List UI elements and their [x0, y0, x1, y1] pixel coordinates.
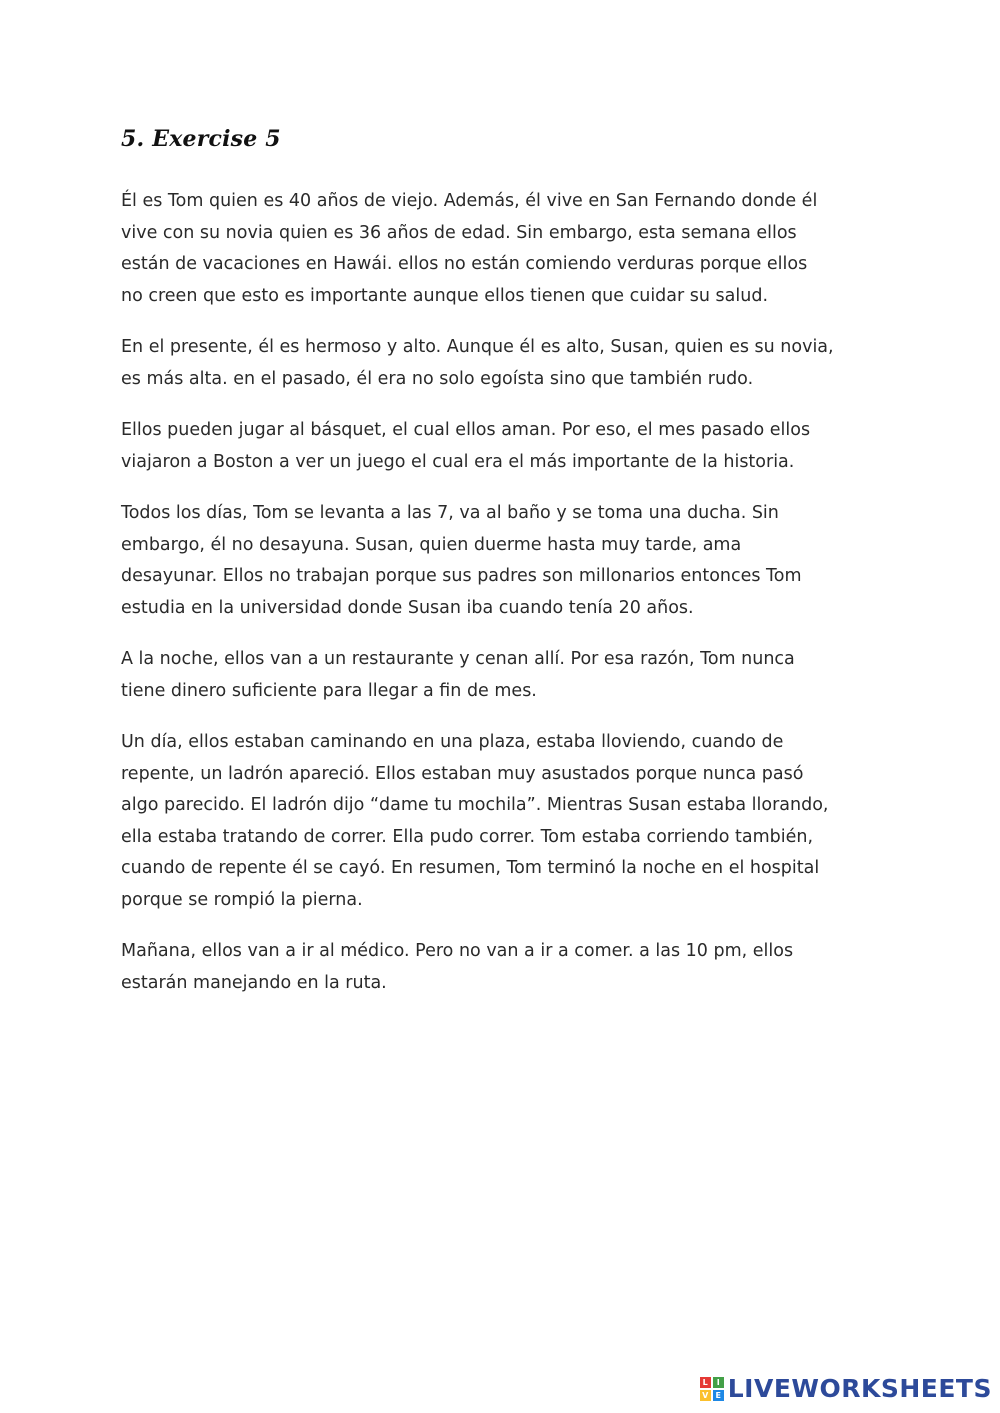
logo-icon	[700, 1377, 724, 1401]
paragraph: Todos los días, Tom se levanta a las 7, va al baño y se toma una ducha. Sin embargo, él no desayuna. Susan, quien duerme hasta muy tarde, ama desayunar. Ellos no trabajan porque sus padres son millonarios entonces Tom estudia en la universidad donde Susan iba cuando tenía 20 años.	[121, 503, 802, 618]
paragraph: Un día, ellos estaban caminando en una plaza, estaba lloviendo, cuando de repente, un ladrón apareció. Ellos estaban muy asustados porque nunca pasó algo parecido. El ladrón dijo “dame tu mochila”. Mientras Susan estaba llorando, ella estaba tratando de correr. Ella pudo correr. Tom estaba corriendo también, cuando de repente él se cayó. En resumen, Tom terminó la noche en el hospital porque se rompió la pierna.	[121, 732, 829, 910]
paragraph: Ellos pueden jugar al básquet, el cual ellos aman. Por eso, el mes pasado ellos viajaron a Boston a ver un juego el cual era el más importante de la historia.	[121, 420, 811, 472]
paragraph: Mañana, ellos van a ir al médico. Pero no van a ir a comer. a las 10 pm, ellos estarán manejando en la ruta.	[121, 941, 794, 993]
logo-block-l: L	[700, 1377, 711, 1388]
logo-block-v: V	[700, 1390, 711, 1401]
logo-block-e: E	[713, 1390, 724, 1401]
paragraph: A la noche, ellos van a un restaurante y cenan allí. Por esa razón, Tom nunca tiene dinero suficiente para llegar a fin de mes.	[121, 649, 795, 701]
paragraph: Él es Tom quien es 40 años de viejo. Además, él vive en San Fernando donde él vive con su novia quien es 36 años de edad. Sin embargo, esta semana ellos están de vacaciones en Hawái. ellos no están comiendo verduras porque ellos no creen que esto es importante aunque ellos tienen que cuidar su salud.	[121, 191, 818, 306]
logo-wordmark: LIVEWORKSHEETS	[727, 1374, 992, 1403]
liveworksheets-logo[interactable]	[700, 1374, 992, 1403]
logo-block-i: I	[713, 1377, 724, 1388]
exercise-text	[121, 186, 891, 1019]
paragraph: En el presente, él es hermoso y alto. Aunque él es alto, Susan, quien es su novia, es más alta. en el pasado, él era no solo egoísta sino que también rudo.	[121, 337, 834, 389]
exercise-title: 5. Exercise 5	[121, 126, 281, 152]
